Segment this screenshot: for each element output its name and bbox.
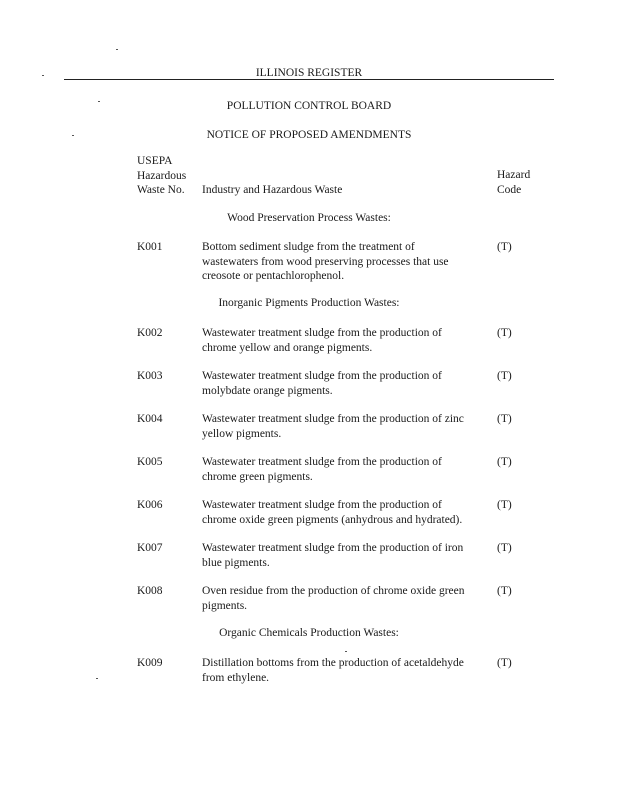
waste-code: K004 (137, 413, 163, 425)
description-line: creosote or pentachlorophenol. (202, 270, 345, 282)
scan-speck (116, 49, 118, 50)
waste-code: K008 (137, 585, 163, 597)
waste-code: K002 (137, 327, 163, 339)
hazard-code: (T) (497, 370, 512, 382)
waste-description (202, 240, 487, 284)
waste-code: K007 (137, 542, 163, 554)
column-header-hazard (497, 168, 530, 197)
description-line: molybdate orange pigments. (202, 384, 333, 397)
waste-description (202, 541, 487, 570)
column-header-line: Hazardous (137, 169, 187, 182)
description-line: chrome green pigments. (202, 470, 313, 483)
scan-speck (345, 651, 347, 652)
description-line: wastewaters from wood preserving processes that use (202, 255, 449, 268)
description-line: Wastewater treatment sludge from the production of iron (202, 542, 464, 554)
waste-code: K005 (137, 456, 163, 468)
hazard-code: (T) (497, 585, 512, 597)
description-line: chrome oxide green pigments (anhydrous and hydrated). (202, 513, 463, 526)
section-title: Organic Chemicals Production Wastes: (219, 627, 399, 639)
waste-code: K006 (137, 499, 163, 511)
section-title: Inorganic Pigments Production Wastes: (218, 297, 400, 309)
waste-description (202, 326, 487, 355)
scan-speck (96, 678, 98, 679)
description-line: pigments. (202, 599, 248, 612)
hazard-code: (T) (497, 456, 512, 468)
waste-code: K003 (137, 370, 163, 382)
notice-title: NOTICE OF PROPOSED AMENDMENTS (206, 129, 412, 141)
column-header-line: USEPA (137, 155, 173, 167)
description-line: Bottom sediment sludge from the treatment of (202, 241, 415, 253)
waste-code: K009 (137, 657, 163, 669)
description-line: Oven residue from the production of chrome oxide green (202, 585, 465, 597)
waste-description (202, 498, 487, 527)
column-header-industry: Industry and Hazardous Waste (202, 184, 343, 196)
waste-description (202, 455, 487, 484)
column-header-line: Waste No. (137, 184, 185, 196)
hazard-code: (T) (497, 413, 512, 425)
description-line: blue pigments. (202, 556, 270, 569)
section-title: Wood Preservation Process Wastes: (227, 212, 391, 224)
hazard-code: (T) (497, 499, 512, 511)
description-line: Wastewater treatment sludge from the production of (202, 327, 442, 339)
waste-description (202, 369, 487, 398)
description-line: Distillation bottoms from the production of acetaldehyde (202, 657, 464, 669)
column-header-line: Code (497, 183, 522, 196)
header-rule (64, 79, 554, 80)
description-line: Wastewater treatment sludge from the production of (202, 370, 442, 382)
description-line: from ethylene. (202, 671, 270, 684)
description-line: yellow pigments. (202, 427, 282, 440)
register-title: ILLINOIS REGISTER (255, 67, 363, 79)
hazard-code: (T) (497, 241, 512, 253)
waste-description (202, 656, 487, 685)
waste-description (202, 584, 487, 613)
waste-code: K001 (137, 241, 163, 253)
waste-description (202, 412, 487, 441)
column-header-line: Hazard (497, 169, 531, 181)
description-line: Wastewater treatment sludge from the production of (202, 456, 442, 468)
hazard-code: (T) (497, 657, 512, 669)
hazard-code: (T) (497, 327, 512, 339)
description-line: chrome yellow and orange pigments. (202, 341, 373, 354)
description-line: Wastewater treatment sludge from the production of zinc (202, 413, 464, 425)
hazard-code: (T) (497, 542, 512, 554)
board-title: POLLUTION CONTROL BOARD (226, 100, 392, 112)
description-line: Wastewater treatment sludge from the production of (202, 499, 442, 511)
column-header-waste-no (137, 154, 186, 198)
